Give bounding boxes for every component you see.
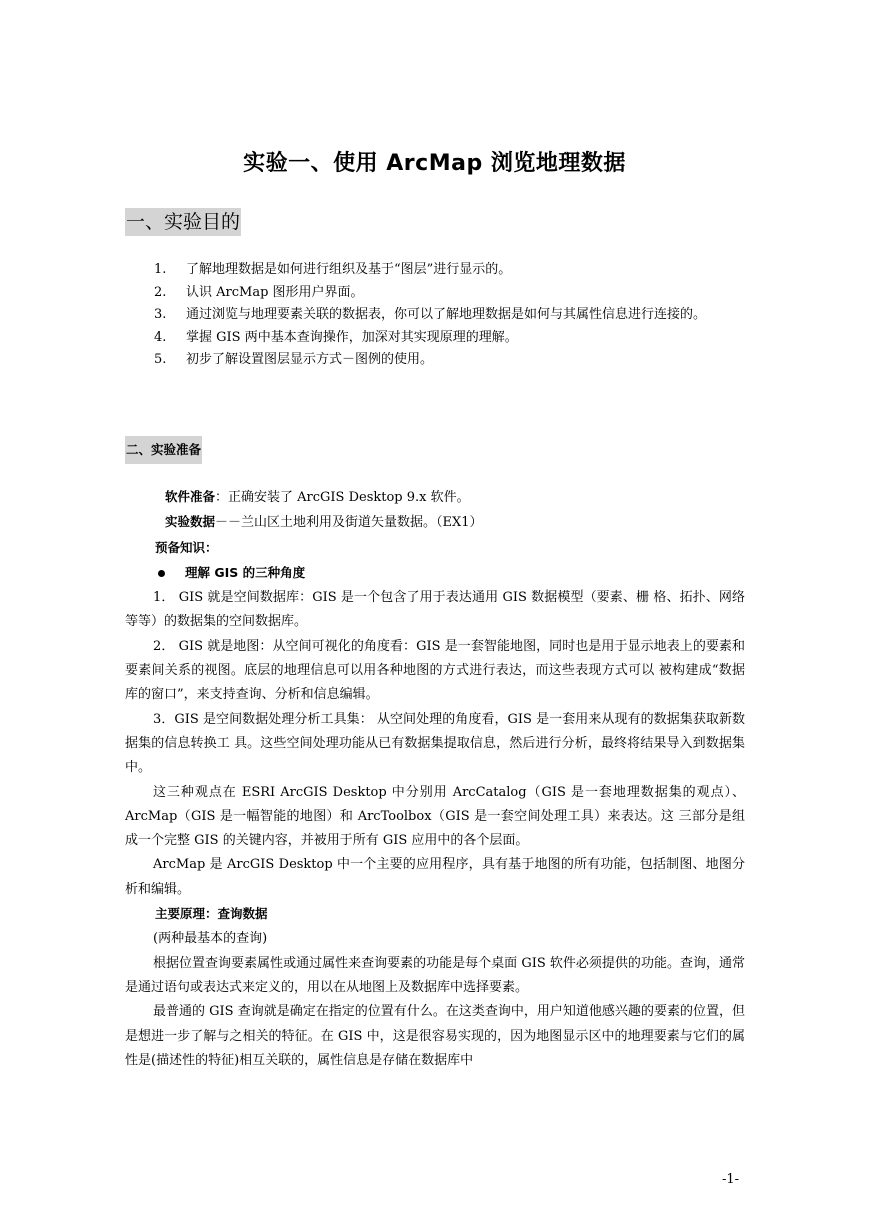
list-item: 3. 通过浏览与地理要素关联的数据表，你可以了解地理数据是如何与其属性信息进行连接的。: [154, 307, 707, 322]
paragraph: 这三种观点在 ESRI ArcGIS Desktop 中分别用 ArcCatalog（GIS 是一套地理数据集的观点）、 ArcMap（GIS 是一幅智能的地图）和 ArcToolbox（GIS 是一套空间处理工具）来表达。这 三部分是组成一个完整 GIS 的关键内容，并被用于所有 GIS 应用中的各个层面。: [125, 784, 745, 849]
paragraph: ArcMap 是 ArcGIS Desktop 中一个主要的应用程序，具有基于地图的所有功能，包括制图、地图分析和编辑。: [125, 857, 745, 897]
paragraph: 1． GIS 就是空间数据库：GIS 是一个包含了用于表达通用 GIS 数据模型（要素、栅 格、拓扑、网络等等）的数据集的空间数据库。: [125, 590, 745, 630]
bullet-item: 理解 GIS 的三种角度: [125, 561, 745, 586]
section-heading-preparation: 二、实验准备: [125, 436, 202, 464]
purpose-list: [154, 259, 746, 372]
list-item: 4. 掌握 GIS 两中基本查询操作，加深对其实现原理的理解。: [154, 329, 518, 345]
paragraph: (两种最基本的查询): [153, 931, 268, 947]
page-title: 实验一、使用 ArcMap 浏览地理数据: [243, 151, 626, 176]
preparation-body: [125, 485, 745, 1073]
list-item: 1. 了解地理数据是如何进行组织及基于“图层”进行显示的。: [154, 262, 512, 277]
software-line: 软件准备：正确安装了 ArcGIS Desktop 9.x 软件。: [165, 489, 470, 505]
list-item: 2. 认识 ArcMap 图形用户界面。: [154, 284, 364, 300]
prep-knowledge-label: 预备知识：: [155, 539, 218, 555]
page-number: -1-: [722, 1172, 740, 1187]
list-item: 5. 初步了解设置图层显示方式－图例的使用。: [154, 352, 434, 367]
paragraph: 根据位置查询要素属性或通过属性来查询要素的功能是每个桌面 GIS 软件必须提供的功能。查询，通常是通过语句或表达式来定义的，用以在从地图上及数据库中选择要素。: [125, 955, 745, 995]
bullet-icon: [158, 570, 165, 577]
paragraph: 最普通的 GIS 查询就是确定在指定的位置有什么。在这类查询中，用户知道他感兴趣的要素的位置，但是想进一步了解与之相关的特征。在 GIS 中，这是很容易实现的，因为地图显示区中的地理要素与它们的属性是(描述性的特征)相互关联的，属性信息是存储在数据库中: [125, 1004, 745, 1068]
paragraph: 2． GIS 就是地图：从空间可视化的角度看：GIS 是一套智能地图，同时也是用于显示地表上的要素和 要素间关系的视图。底层的地理信息可以用各种地图的方式进行表达，而这些表现方式可以 被构建成“数据库的窗口”，来支持查询、分析和信息编辑。: [125, 638, 745, 703]
principle-label: 主要原理：查询数据: [155, 906, 268, 922]
section-heading-purpose: 一、实验目的: [125, 208, 241, 236]
data-line: 实验数据－－兰山区土地利用及街道矢量数据。（EX1）: [165, 514, 483, 531]
paragraph: 3．GIS 是空间数据处理分析工具集： 从空间处理的角度看，GIS 是一套用来从现有的数据集获取新数据集的信息转换工 具。这些空间处理功能从已有数据集提取信息，然后进行分析，最终将结果导入到数据集中。: [125, 711, 745, 776]
